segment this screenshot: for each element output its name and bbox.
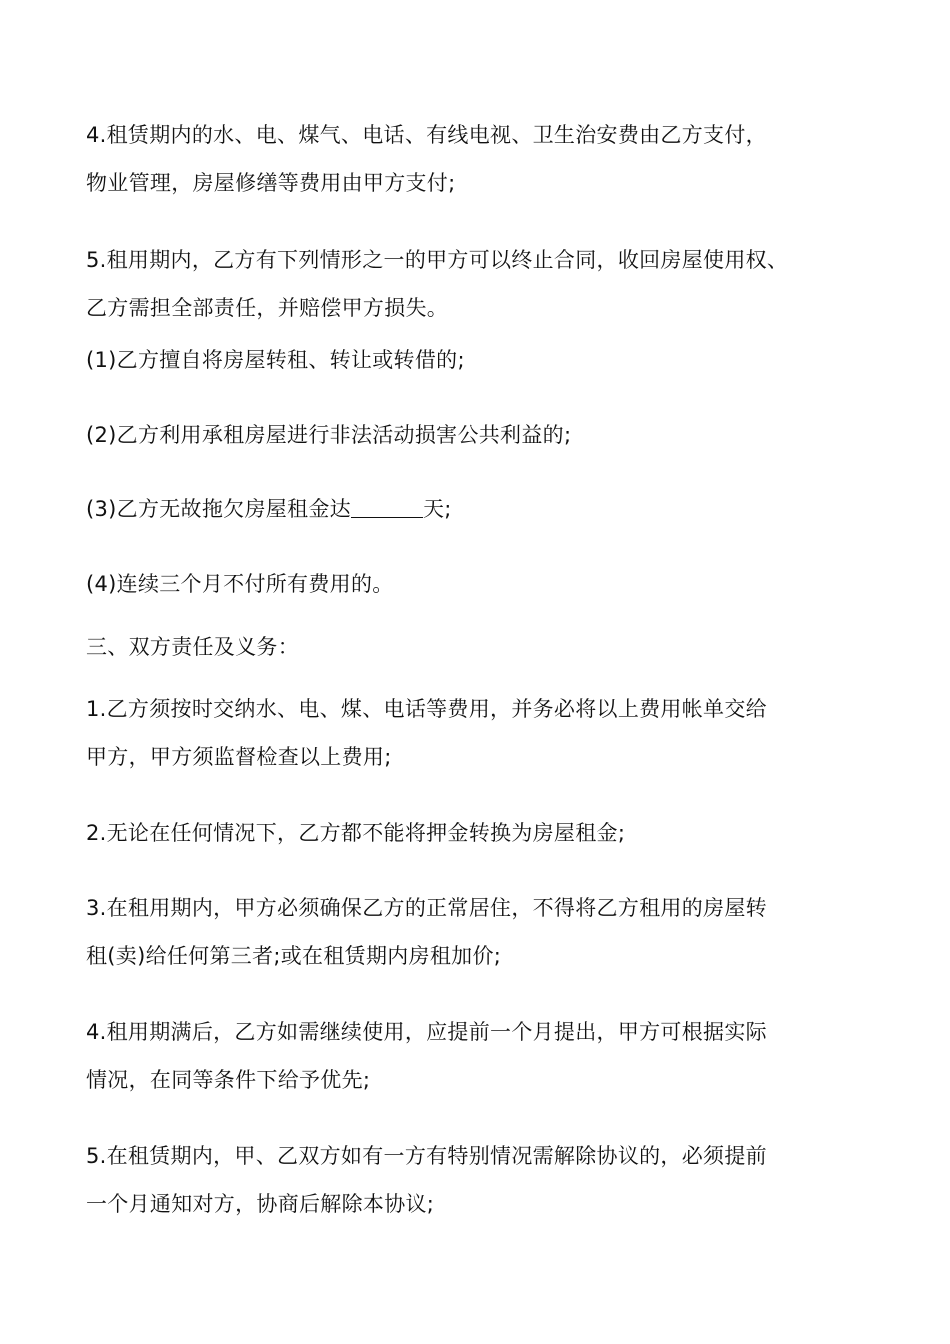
text-line-suffix: 天; bbox=[422, 497, 452, 521]
section-heading: 三、双方责任及义务： bbox=[86, 635, 299, 659]
termination-item-2 bbox=[86, 411, 876, 459]
text-line: (2)乙方利用承租房屋进行非法活动损害公共利益的; bbox=[86, 423, 572, 447]
fill-in-blank bbox=[351, 497, 423, 518]
duty-1 bbox=[86, 685, 876, 781]
text-line-prefix: (3)乙方无故拖欠房屋租金达 bbox=[86, 497, 351, 521]
duty-2 bbox=[86, 809, 876, 857]
text-line: 物业管理，房屋修缮等费用由甲方支付; bbox=[86, 171, 456, 195]
duty-5 bbox=[86, 1132, 876, 1228]
text-line: 2.无论在任何情况下，乙方都不能将押金转换为房屋租金; bbox=[86, 821, 626, 845]
clause-4-utilities bbox=[86, 111, 876, 207]
duty-4 bbox=[86, 1008, 876, 1104]
section-heading-responsibilities bbox=[86, 623, 876, 671]
text-line: 甲方，甲方须监督检查以上费用; bbox=[86, 745, 392, 769]
text-line: 4.租赁期内的水、电、煤气、电话、有线电视、卫生治安费由乙方支付， bbox=[86, 123, 767, 147]
text-line: (1)乙方擅自将房屋转租、转让或转借的; bbox=[86, 348, 465, 372]
text-line: 租(卖)给任何第三者;或在租赁期内房租加价; bbox=[86, 944, 502, 968]
clause-5-termination bbox=[86, 236, 876, 332]
text-line: 1.乙方须按时交纳水、电、煤、电话等费用，并务必将以上费用帐单交给 bbox=[86, 697, 767, 721]
text-line: 一个月通知对方，协商后解除本协议; bbox=[86, 1192, 435, 1216]
termination-item-4 bbox=[86, 560, 876, 608]
text-line: 4.租用期满后，乙方如需继续使用，应提前一个月提出，甲方可根据实际 bbox=[86, 1020, 767, 1044]
text-line: (4)连续三个月不付所有费用的。 bbox=[86, 572, 394, 596]
text-line: 3.在租用期内，甲方必须确保乙方的正常居住，不得将乙方租用的房屋转 bbox=[86, 896, 767, 920]
text-line: 情况，在同等条件下给予优先; bbox=[86, 1068, 371, 1092]
text-line: 5.租用期内，乙方有下列情形之一的甲方可以终止合同，收回房屋使用权、 bbox=[86, 248, 789, 272]
text-line: 乙方需担全部责任，并赔偿甲方损失。 bbox=[86, 296, 449, 320]
termination-item-3 bbox=[86, 485, 876, 533]
termination-item-1 bbox=[86, 336, 876, 384]
text-line: 5.在租赁期内，甲、乙双方如有一方有特别情况需解除协议的，必须提前 bbox=[86, 1144, 767, 1168]
duty-3 bbox=[86, 884, 876, 980]
